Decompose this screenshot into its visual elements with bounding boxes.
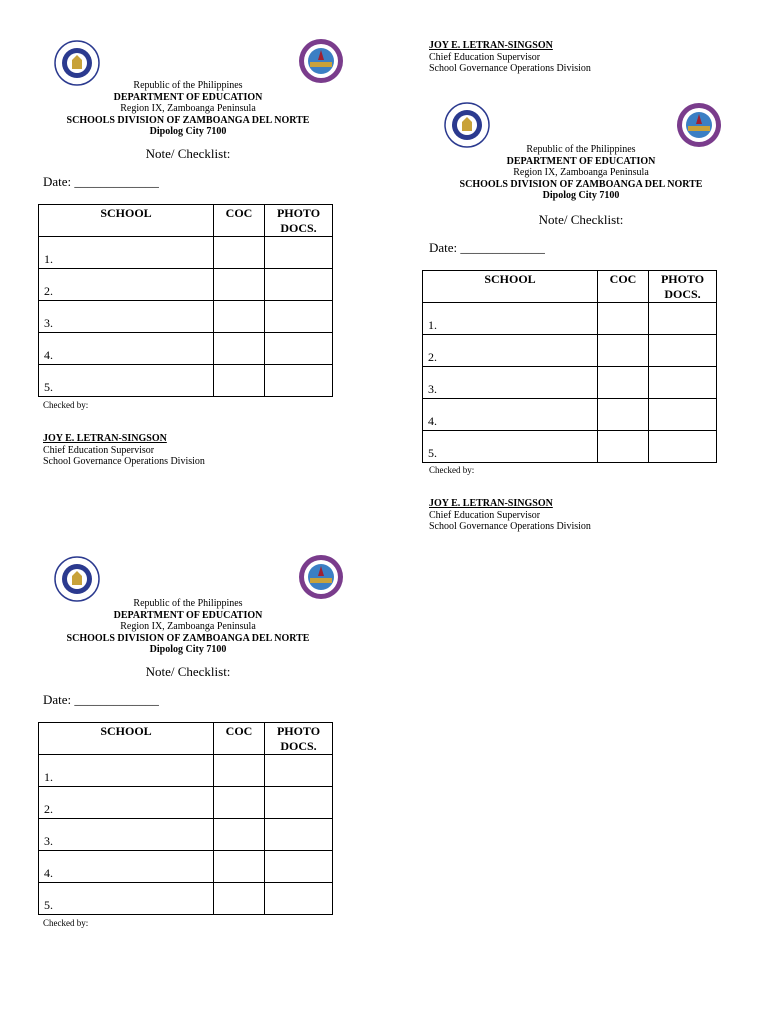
row-number: 5. bbox=[39, 883, 214, 915]
signature-block bbox=[429, 498, 591, 533]
table-row bbox=[39, 851, 333, 883]
table-row bbox=[39, 883, 333, 915]
photo-docs-cell[interactable] bbox=[265, 755, 333, 787]
table-row bbox=[39, 755, 333, 787]
photo-docs-cell[interactable] bbox=[265, 851, 333, 883]
photo-docs-cell[interactable] bbox=[649, 431, 717, 463]
date-field[interactable]: Date: _____________ bbox=[43, 692, 159, 707]
city-line: Dipolog City 7100 bbox=[149, 644, 227, 655]
photo-docs-cell[interactable] bbox=[265, 883, 333, 915]
row-number: 2. bbox=[39, 269, 214, 301]
photo-docs-cell[interactable] bbox=[265, 237, 333, 269]
signatory-position: Chief Education Supervisor bbox=[43, 444, 155, 456]
photo-docs-cell[interactable] bbox=[649, 367, 717, 399]
department-line: DEPARTMENT OF EDUCATION bbox=[113, 91, 263, 103]
coc-cell[interactable] bbox=[598, 303, 649, 335]
form-title: Note/ Checklist: bbox=[538, 212, 624, 227]
letterhead bbox=[18, 80, 358, 138]
coc-header: COC bbox=[214, 723, 265, 755]
photo-docs-cell[interactable] bbox=[265, 333, 333, 365]
date-field[interactable]: Date: _____________ bbox=[429, 240, 545, 255]
photo-docs-cell[interactable] bbox=[265, 819, 333, 851]
table-row bbox=[39, 365, 333, 397]
division-line: SCHOOLS DIVISION OF ZAMBOANGA DEL NORTE bbox=[66, 632, 310, 644]
photo-docs-cell[interactable] bbox=[649, 303, 717, 335]
letterhead bbox=[411, 144, 751, 202]
photo-docs-header: PHOTO DOCS. bbox=[265, 723, 333, 755]
coc-cell[interactable] bbox=[214, 787, 265, 819]
photo-docs-header: PHOTO DOCS. bbox=[649, 271, 717, 303]
row-number: 2. bbox=[39, 787, 214, 819]
coc-cell[interactable] bbox=[214, 883, 265, 915]
signatory-position: Chief Education Supervisor bbox=[429, 51, 541, 63]
coc-cell[interactable] bbox=[598, 399, 649, 431]
row-number: 5. bbox=[423, 431, 598, 463]
row-number: 4. bbox=[423, 399, 598, 431]
table-row bbox=[423, 303, 717, 335]
coc-header: COC bbox=[214, 205, 265, 237]
form-title: Note/ Checklist: bbox=[145, 146, 231, 161]
row-number: 1. bbox=[39, 237, 214, 269]
checked-by-label: Checked by: bbox=[43, 918, 89, 928]
letterhead bbox=[18, 598, 358, 656]
table-row bbox=[39, 269, 333, 301]
division-seal-icon bbox=[298, 38, 344, 84]
row-number: 4. bbox=[39, 851, 214, 883]
coc-cell[interactable] bbox=[214, 819, 265, 851]
continued-signature bbox=[429, 40, 591, 75]
signatory-name: JOY E. LETRAN-SINGSON bbox=[429, 40, 553, 51]
photo-docs-header: PHOTO DOCS. bbox=[265, 205, 333, 237]
city-line: Dipolog City 7100 bbox=[149, 126, 227, 137]
checklist-table bbox=[38, 204, 333, 397]
division-seal-icon bbox=[676, 102, 722, 148]
signatory-name: JOY E. LETRAN-SINGSON bbox=[43, 433, 167, 444]
table-row bbox=[39, 787, 333, 819]
row-number: 2. bbox=[423, 335, 598, 367]
form-title: Note/ Checklist: bbox=[145, 664, 231, 679]
school-header: SCHOOL bbox=[39, 723, 214, 755]
checklist-table bbox=[38, 722, 333, 915]
division-seal-icon bbox=[298, 554, 344, 600]
region-line: Region IX, Zamboanga Peninsula bbox=[513, 167, 649, 178]
row-number: 1. bbox=[423, 303, 598, 335]
coc-cell[interactable] bbox=[598, 335, 649, 367]
signatory-office: School Governance Operations Division bbox=[429, 521, 591, 532]
photo-docs-cell[interactable] bbox=[265, 301, 333, 333]
photo-docs-cell[interactable] bbox=[265, 787, 333, 819]
date-field[interactable]: Date: _____________ bbox=[43, 174, 159, 189]
coc-cell[interactable] bbox=[214, 333, 265, 365]
photo-docs-cell[interactable] bbox=[649, 335, 717, 367]
checked-by-label: Checked by: bbox=[429, 465, 475, 475]
city-line: Dipolog City 7100 bbox=[542, 190, 620, 201]
signatory-position: Chief Education Supervisor bbox=[429, 509, 541, 521]
signatory-office: School Governance Operations Division bbox=[429, 63, 591, 74]
row-number: 1. bbox=[39, 755, 214, 787]
region-line: Region IX, Zamboanga Peninsula bbox=[120, 621, 256, 632]
republic-line: Republic of the Philippines bbox=[526, 144, 636, 155]
row-number: 3. bbox=[423, 367, 598, 399]
table-row bbox=[39, 333, 333, 365]
department-line: DEPARTMENT OF EDUCATION bbox=[113, 609, 263, 621]
coc-cell[interactable] bbox=[598, 367, 649, 399]
checklist-table bbox=[422, 270, 717, 463]
deped-seal-icon bbox=[54, 556, 100, 602]
signature-block bbox=[43, 433, 205, 468]
photo-docs-cell[interactable] bbox=[649, 399, 717, 431]
coc-cell[interactable] bbox=[214, 851, 265, 883]
coc-header: COC bbox=[598, 271, 649, 303]
coc-cell[interactable] bbox=[214, 237, 265, 269]
checked-by-label: Checked by: bbox=[43, 400, 89, 410]
table-row bbox=[39, 237, 333, 269]
table-row bbox=[39, 301, 333, 333]
region-line: Region IX, Zamboanga Peninsula bbox=[120, 103, 256, 114]
signatory-name: JOY E. LETRAN-SINGSON bbox=[429, 498, 553, 509]
coc-cell[interactable] bbox=[214, 365, 265, 397]
department-line: DEPARTMENT OF EDUCATION bbox=[506, 155, 656, 167]
school-header: SCHOOL bbox=[39, 205, 214, 237]
division-line: SCHOOLS DIVISION OF ZAMBOANGA DEL NORTE bbox=[66, 114, 310, 126]
republic-line: Republic of the Philippines bbox=[133, 598, 243, 609]
coc-cell[interactable] bbox=[214, 301, 265, 333]
table-row bbox=[423, 431, 717, 463]
photo-docs-cell[interactable] bbox=[265, 269, 333, 301]
row-number: 5. bbox=[39, 365, 214, 397]
republic-line: Republic of the Philippines bbox=[133, 80, 243, 91]
signatory-office: School Governance Operations Division bbox=[43, 456, 205, 467]
school-header: SCHOOL bbox=[423, 271, 598, 303]
coc-cell[interactable] bbox=[214, 755, 265, 787]
row-number: 3. bbox=[39, 301, 214, 333]
coc-cell[interactable] bbox=[214, 269, 265, 301]
deped-seal-icon bbox=[444, 102, 490, 148]
table-row bbox=[423, 367, 717, 399]
table-row bbox=[423, 399, 717, 431]
table-row bbox=[423, 335, 717, 367]
row-number: 4. bbox=[39, 333, 214, 365]
table-row bbox=[39, 819, 333, 851]
coc-cell[interactable] bbox=[598, 431, 649, 463]
photo-docs-cell[interactable] bbox=[265, 365, 333, 397]
division-line: SCHOOLS DIVISION OF ZAMBOANGA DEL NORTE bbox=[459, 178, 703, 190]
row-number: 3. bbox=[39, 819, 214, 851]
